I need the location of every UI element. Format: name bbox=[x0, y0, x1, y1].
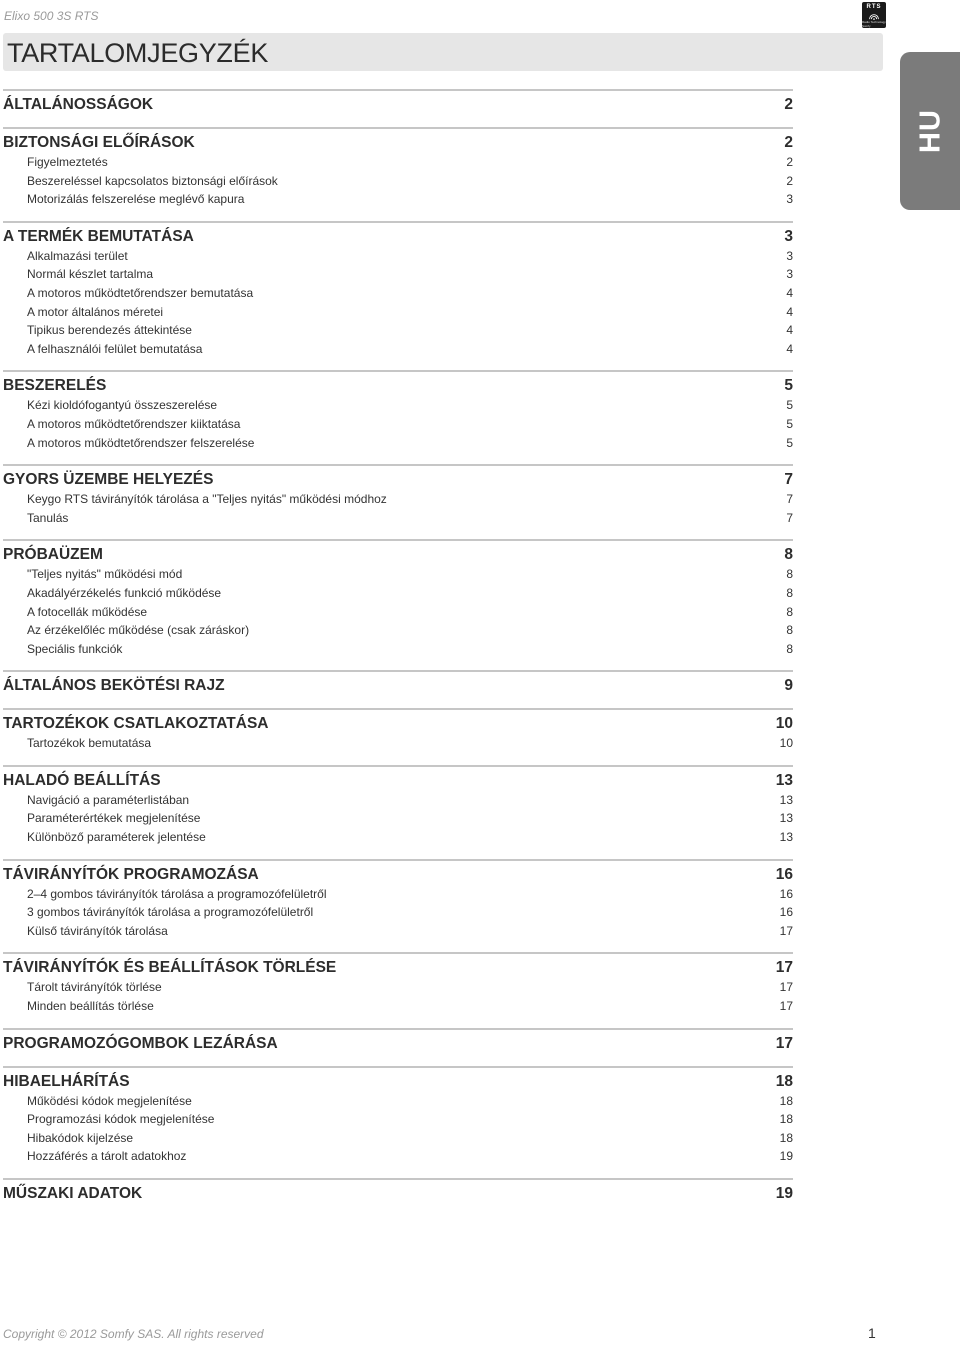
toc-entry bbox=[3, 565, 793, 584]
toc-entry bbox=[3, 978, 793, 997]
entry-label: Alkalmazási terület bbox=[27, 248, 128, 263]
entry-page: 2 bbox=[786, 155, 793, 169]
entry-page: 17 bbox=[779, 980, 793, 995]
entry-page: 13 bbox=[779, 792, 793, 807]
section-page: 18 bbox=[775, 1072, 793, 1090]
toc-entry bbox=[3, 415, 793, 434]
entry-label: Programozási kódok megjelenítése bbox=[27, 1112, 215, 1127]
toc-entry bbox=[3, 809, 793, 828]
toc-entry bbox=[3, 640, 793, 659]
entry-label: A motoros működtetőrendszer bemutatása bbox=[27, 285, 254, 300]
rts-logo-text: RTS bbox=[866, 4, 882, 10]
entry-page: 13 bbox=[779, 811, 793, 826]
section-page: 13 bbox=[775, 771, 793, 789]
title-bar bbox=[3, 33, 883, 71]
toc-section-heading bbox=[3, 957, 793, 978]
toc-entry bbox=[3, 321, 793, 340]
section-title: GYORS ÜZEMBE HELYEZÉS bbox=[3, 471, 214, 489]
entry-page: 5 bbox=[786, 398, 793, 413]
toc-section bbox=[3, 1178, 793, 1204]
toc-entry bbox=[3, 509, 793, 528]
toc-entry bbox=[3, 584, 793, 603]
toc-section-heading bbox=[3, 864, 793, 885]
entry-page: 7 bbox=[786, 510, 793, 525]
entry-label: Különböző paraméterek jelentése bbox=[27, 830, 206, 845]
section-page: 3 bbox=[784, 227, 793, 245]
toc-entry bbox=[3, 1110, 793, 1129]
entry-page: 16 bbox=[779, 886, 793, 901]
toc-entry bbox=[3, 303, 793, 322]
toc-entry bbox=[3, 621, 793, 640]
toc-entry bbox=[3, 828, 793, 847]
toc-section bbox=[3, 89, 793, 115]
entry-label: 3 gombos távirányítók tárolása a programozófelületről bbox=[27, 905, 314, 920]
footer-copyright: Copyright © 2012 Somfy SAS. All rights reserved bbox=[3, 1327, 264, 1341]
toc-section-heading bbox=[3, 770, 793, 791]
toc-section-heading bbox=[3, 1071, 793, 1092]
entry-page: 18 bbox=[779, 1130, 793, 1145]
section-page: 9 bbox=[784, 677, 793, 695]
toc-entry bbox=[3, 603, 793, 622]
toc-section-heading bbox=[3, 675, 793, 696]
section-title: PRÓBAÜZEM bbox=[3, 546, 103, 564]
entry-label: A motoros működtetőrendszer kiiktatása bbox=[27, 416, 241, 431]
toc-section-heading bbox=[3, 375, 793, 396]
rts-logo-subtitle: Radio Technology Somfy bbox=[862, 20, 886, 28]
section-title: MŰSZAKI ADATOK bbox=[3, 1185, 143, 1202]
entry-page: 16 bbox=[779, 905, 793, 920]
entry-page: 19 bbox=[779, 1149, 793, 1164]
entry-label: Tartozékok bemutatása bbox=[27, 736, 152, 751]
entry-page: 8 bbox=[786, 585, 793, 600]
toc-entry bbox=[3, 1129, 793, 1148]
entry-page: 13 bbox=[779, 830, 793, 845]
entry-page: 5 bbox=[786, 435, 793, 450]
entry-page: 4 bbox=[786, 285, 793, 300]
entry-page: 18 bbox=[779, 1093, 793, 1108]
entry-label: "Teljes nyitás" működési mód bbox=[27, 567, 183, 582]
rts-logo bbox=[862, 2, 886, 28]
entry-label: Kézi kioldófogantyú összeszerelése bbox=[27, 398, 218, 413]
toc-section bbox=[3, 464, 793, 527]
entry-page: 8 bbox=[786, 604, 793, 619]
section-title: HALADÓ BEÁLLÍTÁS bbox=[3, 771, 161, 789]
toc-entry bbox=[3, 490, 793, 509]
toc-entry bbox=[3, 885, 793, 904]
toc-section bbox=[3, 1028, 793, 1054]
section-title: PROGRAMOZÓGOMBOK LEZÁRÁSA bbox=[3, 1034, 278, 1052]
entry-label: Keygo RTS távirányítók tárolása a "Teljes nyitás" működési módhoz bbox=[27, 492, 387, 507]
entry-label: Akadályérzékelés funkció működése bbox=[27, 585, 222, 600]
entry-label: Az érzékelőléc működése (csak záráskor) bbox=[27, 623, 250, 638]
entry-label: Normál készlet tartalma bbox=[27, 267, 154, 282]
toc-entry bbox=[3, 284, 793, 303]
document-header-title: Elixo 500 3S RTS bbox=[4, 9, 99, 23]
entry-page: 4 bbox=[786, 341, 793, 356]
entry-label: A motoros működtetőrendszer felszerelése bbox=[27, 435, 255, 450]
entry-label: Minden beállítás törlése bbox=[27, 999, 154, 1014]
toc-section-heading bbox=[3, 94, 793, 115]
toc-entry bbox=[3, 265, 793, 284]
page-title: TARTALOMJEGYZÉK bbox=[7, 38, 269, 68]
toc-section bbox=[3, 370, 793, 452]
entry-label: A felhasználói felület bemutatása bbox=[27, 341, 203, 356]
language-code: HU bbox=[914, 109, 947, 153]
toc-entry bbox=[3, 734, 793, 753]
section-title: A TERMÉK BEMUTATÁSA bbox=[3, 227, 194, 245]
section-page: 19 bbox=[775, 1185, 793, 1202]
section-page: 2 bbox=[784, 96, 793, 113]
toc-entry bbox=[3, 1147, 793, 1166]
entry-page: 10 bbox=[779, 736, 793, 751]
entry-label: Hibakódok kijelzése bbox=[27, 1130, 134, 1145]
toc-section-heading bbox=[3, 469, 793, 490]
toc-section bbox=[3, 708, 793, 753]
entry-label: Tipikus berendezés áttekintése bbox=[27, 323, 192, 338]
entry-label: Speciális funkciók bbox=[27, 641, 123, 656]
toc-section bbox=[3, 1066, 793, 1166]
entry-page: 3 bbox=[786, 267, 793, 282]
footer-page-number: 1 bbox=[868, 1325, 876, 1341]
section-title: ÁLTALÁNOSSÁGOK bbox=[3, 96, 154, 113]
section-page: 2 bbox=[784, 134, 793, 151]
section-page: 7 bbox=[784, 471, 793, 489]
section-title: TARTOZÉKOK CSATLAKOZTATÁSA bbox=[3, 715, 269, 733]
toc-section-heading bbox=[3, 544, 793, 565]
toc-section bbox=[3, 952, 793, 1015]
section-page: 17 bbox=[775, 1034, 793, 1052]
section-title: BIZTONSÁGI ELŐÍRÁSOK bbox=[3, 134, 195, 151]
toc-section-heading bbox=[3, 132, 793, 153]
entry-page: 17 bbox=[779, 923, 793, 938]
toc-entry bbox=[3, 396, 793, 415]
entry-label: Navigáció a paraméterlistában bbox=[27, 792, 190, 807]
entry-label: 2–4 gombos távirányítók tárolása a programozófelületről bbox=[27, 886, 327, 901]
entry-label: Hozzáférés a tárolt adatokhoz bbox=[27, 1149, 187, 1164]
entry-page: 7 bbox=[786, 492, 793, 507]
entry-label: A motor általános méretei bbox=[27, 304, 164, 319]
entry-page: 17 bbox=[779, 999, 793, 1014]
section-page: 10 bbox=[775, 715, 793, 733]
entry-page: 2 bbox=[786, 173, 793, 188]
entry-page: 5 bbox=[786, 416, 793, 431]
toc-section bbox=[3, 127, 793, 209]
toc-entry bbox=[3, 340, 793, 359]
entry-label: A fotocellák működése bbox=[27, 604, 148, 619]
toc-entry bbox=[3, 903, 793, 922]
toc-section bbox=[3, 539, 793, 658]
entry-page: 8 bbox=[786, 623, 793, 638]
toc-entry bbox=[3, 247, 793, 266]
entry-page: 8 bbox=[786, 641, 793, 656]
toc-section-heading bbox=[3, 713, 793, 734]
toc-entry bbox=[3, 190, 793, 209]
entry-page: 4 bbox=[786, 323, 793, 338]
section-title: TÁVIRÁNYÍTÓK PROGRAMOZÁSA bbox=[3, 865, 259, 883]
entry-label: Külső távirányítók tárolása bbox=[27, 923, 168, 938]
toc-section-heading bbox=[3, 1033, 793, 1054]
entry-page: 18 bbox=[779, 1112, 793, 1127]
toc-section bbox=[3, 859, 793, 941]
section-page: 16 bbox=[775, 865, 793, 883]
entry-label: Tanulás bbox=[27, 510, 69, 525]
entry-label: Paraméterértékek megjelenítése bbox=[27, 811, 201, 826]
toc-entry bbox=[3, 1092, 793, 1111]
entry-page: 3 bbox=[786, 192, 793, 207]
toc-section bbox=[3, 221, 793, 359]
entry-label: Figyelmeztetés bbox=[27, 155, 108, 169]
language-tab bbox=[900, 52, 960, 210]
entry-page: 3 bbox=[786, 248, 793, 263]
toc-entry bbox=[3, 922, 793, 941]
entry-page: 8 bbox=[786, 567, 793, 582]
section-title: BESZERELÉS bbox=[3, 377, 107, 395]
toc-entry bbox=[3, 434, 793, 453]
toc-section-heading bbox=[3, 1183, 793, 1204]
toc-section bbox=[3, 765, 793, 847]
entry-label: Motorizálás felszerelése meglévő kapura bbox=[27, 192, 245, 207]
radio-waves-icon bbox=[866, 12, 882, 20]
toc-section bbox=[3, 670, 793, 696]
section-page: 17 bbox=[775, 959, 793, 977]
toc-entry bbox=[3, 791, 793, 810]
section-title: HIBAELHÁRÍTÁS bbox=[3, 1072, 130, 1090]
entry-label: Működési kódok megjelenítése bbox=[27, 1093, 192, 1108]
section-page: 5 bbox=[784, 377, 793, 395]
toc-section-heading bbox=[3, 226, 793, 247]
table-of-contents bbox=[3, 89, 793, 1216]
section-page: 8 bbox=[784, 546, 793, 564]
toc-entry bbox=[3, 153, 793, 172]
entry-page: 4 bbox=[786, 304, 793, 319]
toc-entry bbox=[3, 997, 793, 1016]
section-title: TÁVIRÁNYÍTÓK ÉS BEÁLLÍTÁSOK TÖRLÉSE bbox=[3, 959, 337, 977]
toc-entry bbox=[3, 172, 793, 191]
entry-label: Beszereléssel kapcsolatos biztonsági előírások bbox=[27, 173, 278, 188]
entry-label: Tárolt távirányítók törlése bbox=[27, 980, 162, 995]
section-title: ÁLTALÁNOS BEKÖTÉSI RAJZ bbox=[3, 677, 225, 695]
